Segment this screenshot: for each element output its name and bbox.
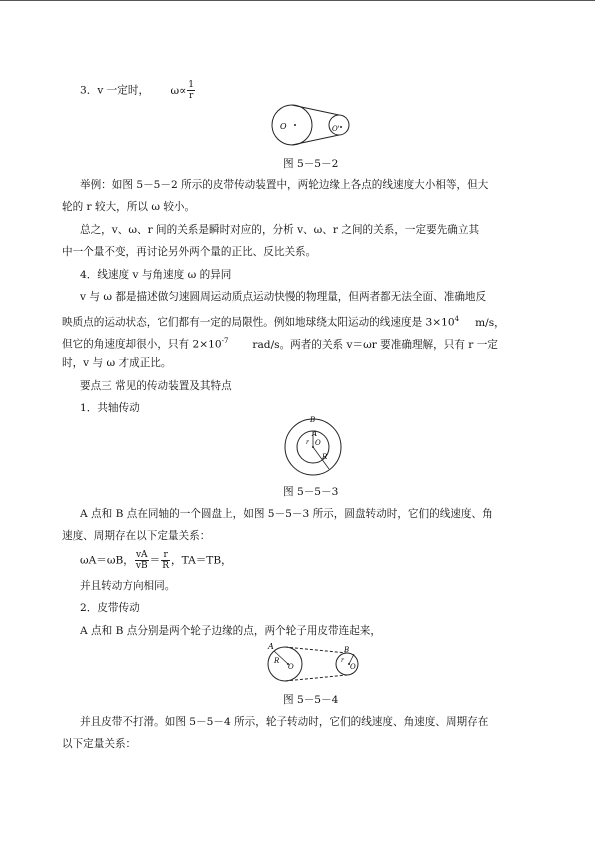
coaxial-eq-frac-r: $\frac{r}{R}$ [162,550,169,571]
fig4-label-O2: O [350,663,356,671]
keypoint3-title: 要点三 常见的传动装置及其特点 [80,380,232,392]
fig3-label-r: r [306,439,309,446]
section3-omega: ω∝ [170,84,187,97]
belt-line-3: 以下定量关系： [62,738,137,750]
coaxial-line-4: 并且转动方向相同。 [80,580,176,592]
fig3-label-O: O [315,439,321,447]
coaxial-equation: ωA＝ωB， $\frac{vA}{vB}$ ＝ $\frac{r}{R}$ ，TA＝TB， [80,550,232,571]
fig4-label-B: B [344,646,350,654]
section4-title: 4．线速度 v 与角速度 ω 的异同 [80,269,232,281]
summary-line-2: 中一个量不变，再讨论另外两个量的正比、反比关系。 [62,246,317,258]
figure-5-5-4 [264,640,364,686]
section3-fraction: $\frac{1}{r}$ [188,80,194,101]
example-line-2: 轮的 r 较大，所以 ω 较小。 [62,201,196,213]
fig3-label-B: B [310,416,316,424]
figure-5-5-3-caption: 图 5－5－3 [283,486,339,498]
fig3-label-R: R [322,453,328,461]
coaxial-eq-period: ，TA＝TB， [170,554,232,567]
coaxial-eq-omega: ωA＝ωB， [80,554,134,567]
example-line-1: 举例：如图 5－5－2 所示的皮带传动装置中，两轮边缘上各点的线速度大小相等，但大 [80,179,489,191]
coaxial-line-2: 速度、周期存在以下定量关系： [62,530,211,542]
fig2-label-big: O [280,122,287,131]
fig3-label-A: A [312,430,318,438]
page-top-rule [0,0,595,1]
coaxial-eq-frac-v: $\frac{vA}{vB}$ [135,550,148,571]
section3-line [80,80,196,101]
figure-5-5-2-caption: 图 5－5－2 [283,158,339,170]
section3-label: 3．v 一定时， [80,84,150,97]
summary-line-1: 总之，v、ω、r 间的关系是瞬时对应的，分析 v、ω、r 之间的关系，一定要先确立其 [80,224,480,236]
fig4-label-O1: O [288,663,294,671]
fig4-label-R: R [274,657,280,665]
section4-line-3: 但它的角速度却很小，只有 $2\times 10^{-7}$ rad/s。两者的关系 v＝ωr 要准确理解，只有 r 一定 [62,337,498,351]
keypoint3-sub1: 1．共轴传动 [80,402,140,414]
coaxial-line-1: A 点和 B 点在同轴的一个圆盘上，如图 5－5－3 所示，圆盘转动时，它们的线速度、角 [80,508,493,520]
figure-5-5-4-caption: 图 5－5－4 [283,694,339,706]
section4-line-2: 映质点的运动状态，它们都有一定的局限性。例如地球绕太阳运动的线速度是 $3\times 10^4$ m/s， [62,315,505,329]
belt-line-1: A 点和 B 点分别是两个轮子边缘的点，两个轮子用皮带连起来， [80,625,381,637]
section4-line-1: v 与 ω 都是描述做匀速圆周运动质点运动快慢的物理量，但两者都无法全面、准确地反 [80,291,487,303]
belt-title: 2．皮带传动 [80,602,140,614]
figure-5-5-2 [262,100,362,150]
fig4-label-A: A [268,642,274,651]
fig2-label-small: O' [332,125,340,133]
section4-line-4: 时，v 与 ω 才成正比。 [62,357,172,369]
figure-5-5-3 [278,414,348,478]
fig4-label-r: r [341,657,344,664]
belt-line-2: 并且皮带不打滑。如图 5－5－4 所示，轮子转动时，它们的线速度、角速度、周期存在 [80,716,489,728]
